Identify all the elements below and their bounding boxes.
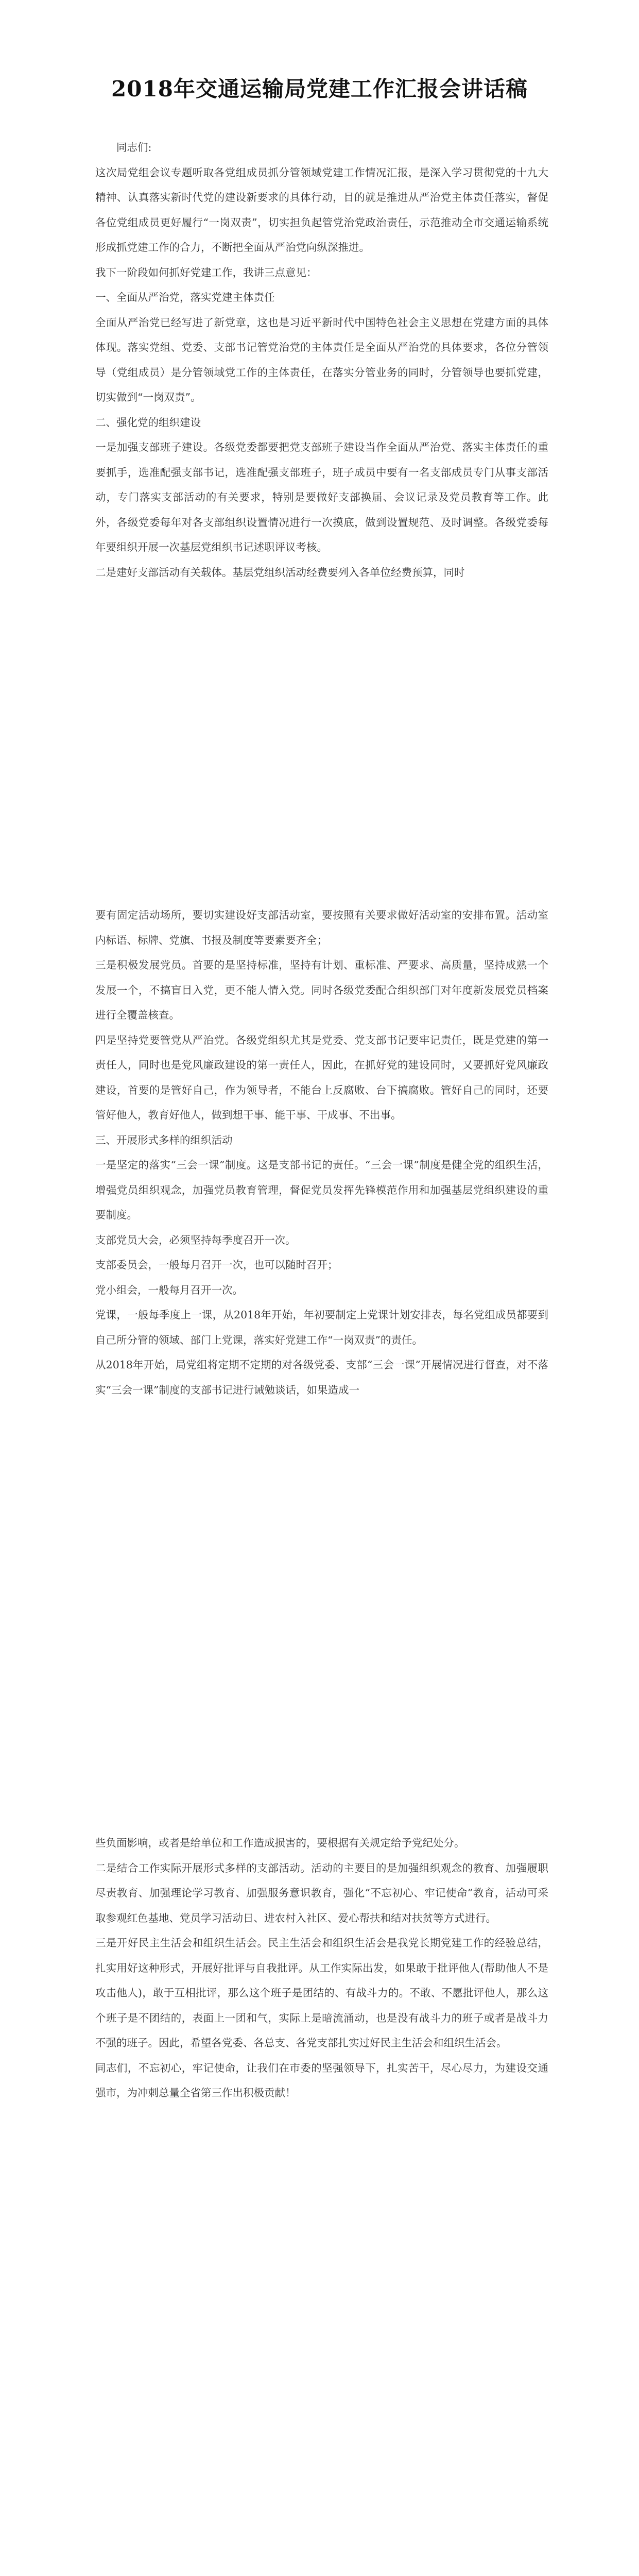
text-block-3 [95, 1831, 548, 2106]
paragraph: 三是积极发展党员。首要的是坚持标准，坚持有计划、重标准、严要求、高质量，坚持成熟一个发展一个，不搞盲目入党，更不能人情入党。同时各级党委配合组织部门对年度新发展党员档案进行全覆盖核查。 [95, 959, 548, 1021]
paragraph: 全面从严治党已经写进了新党章，这也是习近平新时代中国特色社会主义思想在党建方面的具体体现。落实党组、党委、支部书记管党治党的主体责任是全面从严治党的具体要求，各位分管领导（党组成员）是分管领域党工作的主体责任，在落实分管业务的同时，分管领导也要抓党建，切实做到“一岗双责”。 [95, 316, 548, 403]
paragraph: 些负面影响，或者是给单位和工作造成损害的，要根据有关规定给予党纪处分。 [95, 1837, 465, 1849]
paragraph: 一是加强支部班子建设。各级党委都要把党支部班子建设当作全面从严治党、落实主体责任的重要抓手，选准配强支部书记，选准配强支部班子，班子成员中要有一名支部成员专门从事支部活动，专门落实支部活动的有关要求，特别是要做好支部换届、会议记录及党员教育等工作。此外，各级党委每年对各支部组织设置情况进行一次摸底，做到设置规范、及时调整。各级党委每年要组织开展一次基层党组织书记述职评议考核。 [95, 441, 548, 553]
text-block-2 [95, 903, 548, 1402]
document-title: 2018年交通运输局党建工作汇报会讲话稿 [111, 76, 528, 101]
paragraph: 支部党员大会，必须坚持每季度召开一次。 [95, 1233, 296, 1246]
paragraph: 从2018年开始，局党组将定期不定期的对各级党委、支部“三会一课”开展情况进行督查，对不落实“三会一课”制度的支部书记进行诫勉谈话，如果造成一 [95, 1359, 548, 1396]
paragraph: 我下一阶段如何抓好党建工作，我讲三点意见： [95, 266, 317, 279]
section-heading: 二、强化党的组织建设 [95, 416, 201, 429]
paragraph: 党小组会，一般每月召开一次。 [95, 1283, 243, 1296]
salutation: 同志们: [116, 141, 152, 154]
text-block-1 [95, 135, 548, 585]
paragraph: 要有固定活动场所，要切实建设好支部活动室，要按照有关要求做好活动室的安排布置。活动室内标语、标牌、党旗、书报及制度等要素要齐全； [95, 909, 548, 946]
paragraph: 二是建好支部活动有关载体。基层党组织活动经费要列入各单位经费预算，同时 [95, 566, 465, 579]
section-heading: 三、开展形式多样的组织活动 [95, 1133, 233, 1146]
paragraph: 这次局党组会议专题听取各党组成员抓分管领域党建工作情况汇报，是深入学习贯彻党的十九大精神、认真落实新时代党的建设新要求的具体行动，目的就是推进从严治党主体责任落实，督促各位党组成员更好履行“一岗双责”，切实担负起管党治党政治责任，示范推动全市交通运输系统形成抓党建工作的合力，不断把全面从严治党向纵深推进。 [95, 166, 548, 253]
paragraph: 四是坚持党要管党从严治党。各级党组织尤其是党委、党支部书记要牢记责任，既是党建的第一责任人，同时也是党风廉政建设的第一责任人，因此，在抓好党的建设同时，又要抓好党风廉政建设，首要的是管好自己，作为领导者，不能台上反腐败、台下搞腐败。管好自己的同时，还要管好他人，教育好他人，做到想干事、能干事、干成事、不出事。 [95, 1033, 548, 1121]
section-heading: 一、全面从严治党，落实党建主体责任 [95, 291, 275, 303]
closing-paragraph: 同志们，不忘初心，牢记使命，让我们在市委的坚强领导下，扎实苦干，尽心尽力，为建设交通强市，为冲刺总量全省第三作出积极贡献！ [95, 2061, 548, 2099]
paragraph: 三是开好民主生活会和组织生活会。民主生活会和组织生活会是我党长期党建工作的经验总结，扎实用好这种形式，开展好批评与自我批评。从工作实际出发，如果敢于批评他人(帮助他人不是攻击他人)，敢于互相批评，那么这个班子是团结的、有战斗力的。不敢、不愿批评他人，那么这个班子是不团结的，表面上一团和气，实际上是暗流涌动，也是没有战斗力的班子或者是战斗力不强的班子。因此，希望各党委、各总支、各党支部扎实过好民主生活会和组织生活会。 [95, 1937, 548, 2049]
paragraph: 支部委员会，一般每月召开一次，也可以随时召开； [95, 1259, 338, 1271]
paragraph: 一是坚定的落实“三会一课”制度。这是支部书记的责任。“三会一课”制度是健全党的组织生活，增强党员组织观念，加强党员教育管理，督促党员发挥先锋模范作用和加强基层党组织建设的重要制度。 [95, 1159, 548, 1221]
paragraph: 二是结合工作实际开展形式多样的支部活动。活动的主要目的是加强组织观念的教育、加强履职尽责教育、加强理论学习教育、加强服务意识教育，强化“不忘初心、牢记使命”教育，活动可采取参观红色基地、党员学习活动日、进农村入社区、爱心帮扶和结对扶贫等方式进行。 [95, 1861, 548, 1924]
paragraph: 党课，一般每季度上一课，从2018年开始，年初要制定上党课计划安排表，每名党组成员都要到自己所分管的领域、部门上党课，落实好党建工作“一岗双责”的责任。 [95, 1309, 548, 1346]
